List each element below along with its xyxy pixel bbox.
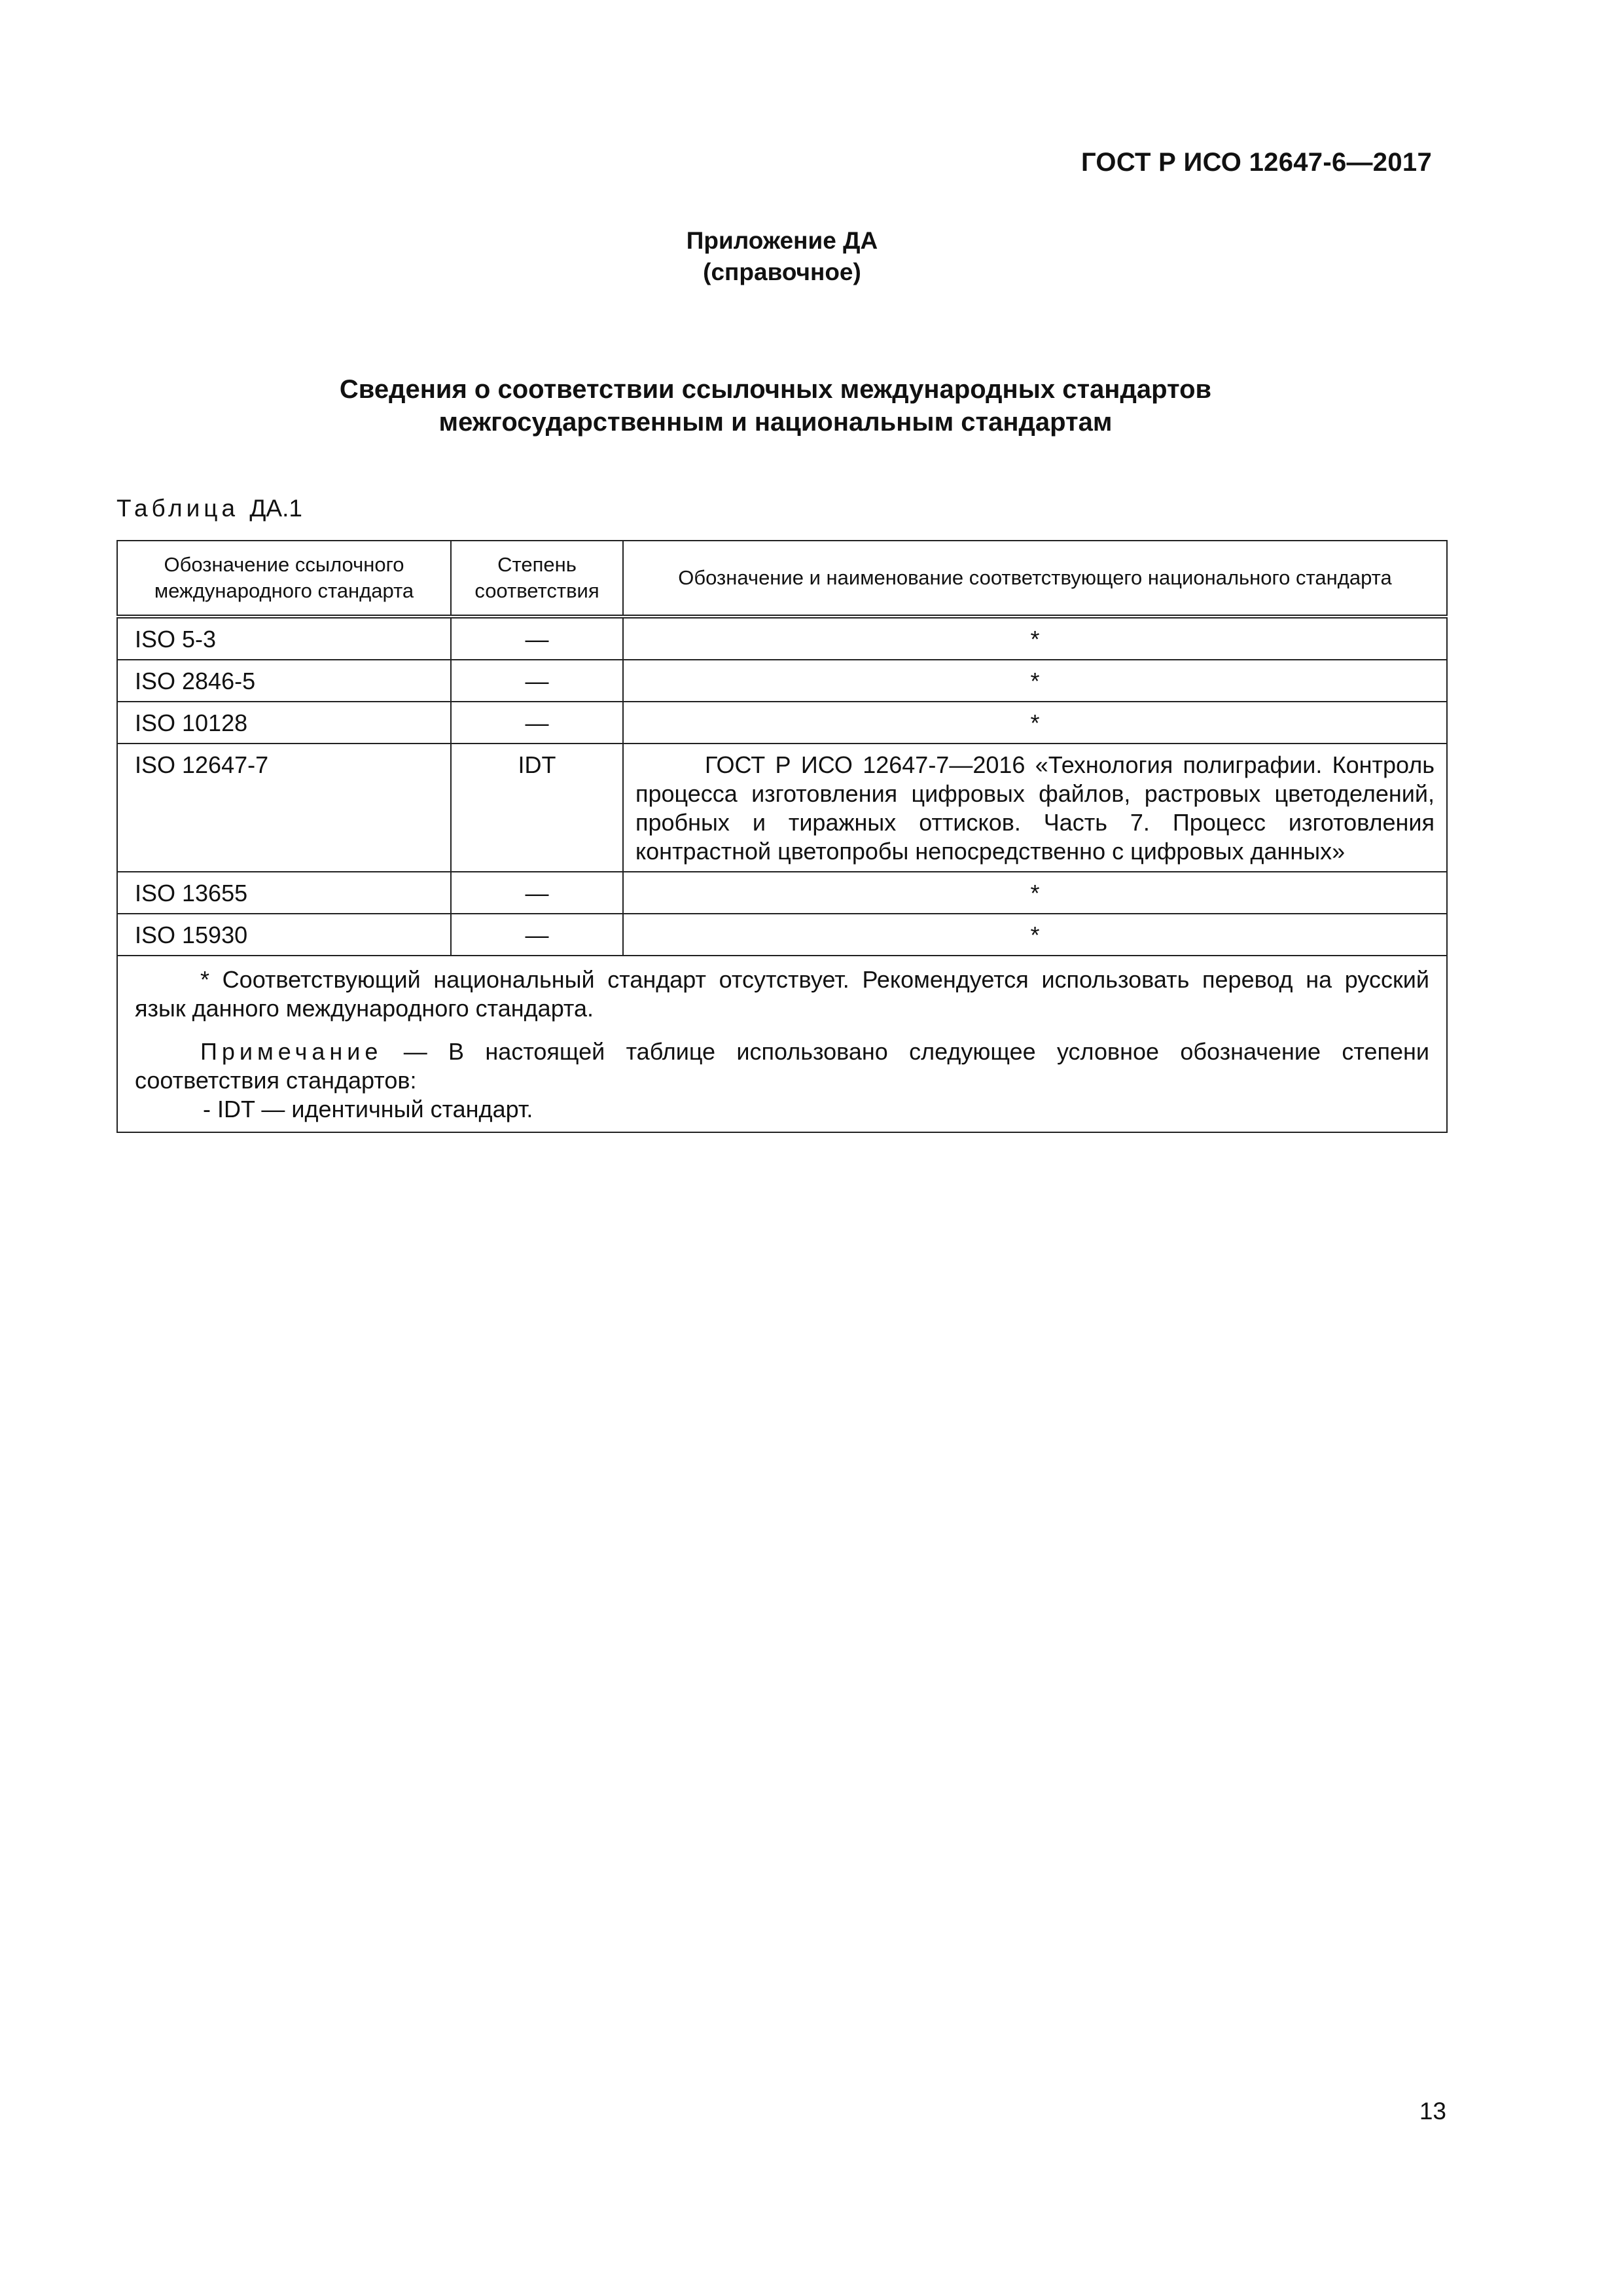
section-title-line-2: межгосударственным и национальным стандартам <box>438 408 1113 437</box>
header-degree-of-correspondence: Степень соответствия <box>451 541 623 617</box>
cell-reference: ISO 2846-5 <box>117 660 451 702</box>
cell-national: * <box>623 702 1447 744</box>
cell-national: * <box>623 914 1447 956</box>
cell-degree: — <box>451 914 623 956</box>
cell-degree: — <box>451 702 623 744</box>
section-title-line-1: Сведения о соответствии ссылочных международных стандартов <box>339 375 1212 404</box>
note-text: — В настоящей таблице использовано следующее условное обозначение степени соответствия стандартов: <box>135 1038 1429 1094</box>
cell-national: ГОСТ Р ИСО 12647-7—2016 «Технология полиграфии. Контроль процесса изготовления цифровых файлов, растровых цветоделений, пробных и тиражных оттисков. Часть 7. Процесс изготовления контрастной цветопробы непосредственно с цифровых данных» <box>623 744 1447 872</box>
cell-national: * <box>623 660 1447 702</box>
cell-national: * <box>623 872 1447 914</box>
table-row <box>117 872 1447 914</box>
table-caption-label: Таблица <box>116 495 240 522</box>
table-caption-number: ДА.1 <box>249 495 302 522</box>
cell-national: * <box>623 617 1447 660</box>
cell-reference: ISO 5-3 <box>117 617 451 660</box>
table-row <box>117 617 1447 660</box>
table-row <box>117 702 1447 744</box>
cell-degree: — <box>451 872 623 914</box>
cell-degree: — <box>451 660 623 702</box>
correspondence-table <box>116 540 1448 1133</box>
table-caption <box>116 495 302 522</box>
cell-reference: ISO 12647-7 <box>117 744 451 872</box>
table-row <box>117 744 1447 872</box>
note-label: Примечание <box>200 1038 383 1065</box>
standard-code: ГОСТ Р ИСО 12647-6—2017 <box>1080 148 1432 177</box>
annex-title: Приложение ДА <box>686 227 878 254</box>
annex-heading <box>0 225 1564 288</box>
cell-reference: ISO 15930 <box>117 914 451 956</box>
table-footnote: * Соответствующий национальный стандарт отсутствует. Рекомендуется использовать перевод на русский язык данного международного стандарта. <box>135 966 1429 1022</box>
header-reference-standard: Обозначение ссылочного международного стандарта <box>117 541 451 617</box>
table-row <box>117 660 1447 702</box>
table-note <box>135 1037 1429 1095</box>
cell-degree: — <box>451 617 623 660</box>
cell-degree: IDT <box>451 744 623 872</box>
table-header-row <box>117 541 1447 617</box>
annex-status: (справочное) <box>703 259 861 285</box>
cell-reference: ISO 13655 <box>117 872 451 914</box>
header-national-standard: Обозначение и наименование соответствующего национального стандарта <box>623 541 1447 617</box>
section-title <box>0 373 1551 439</box>
page-number: 13 <box>1419 2098 1446 2125</box>
cell-reference: ISO 10128 <box>117 702 451 744</box>
table-row <box>117 914 1447 956</box>
table-footer-row <box>117 956 1447 1132</box>
table-footer <box>117 956 1447 1132</box>
note-list-item: - IDT — идентичный стандарт. <box>203 1096 533 1122</box>
